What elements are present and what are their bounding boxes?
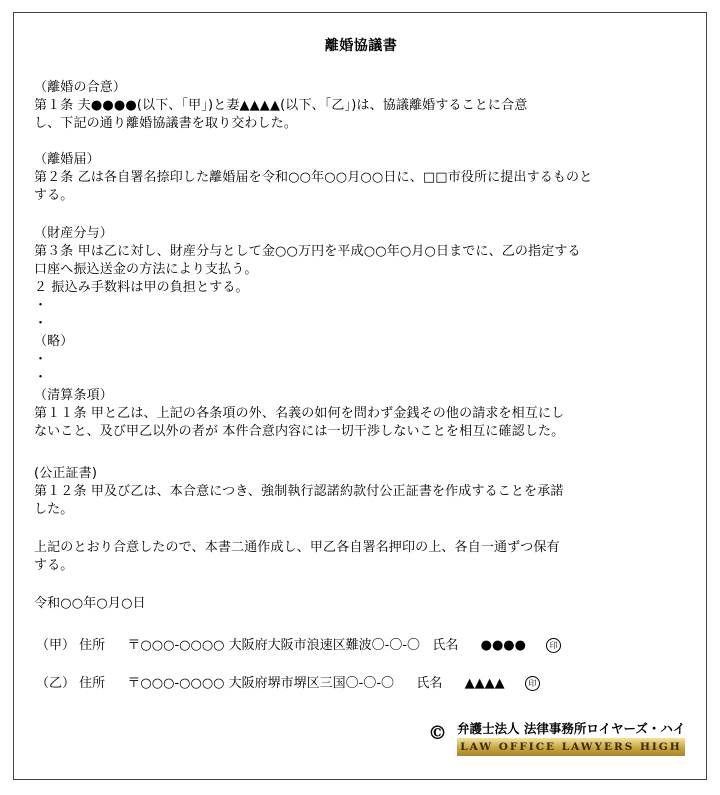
heading-divorce-notice: （離婚届）	[34, 152, 100, 167]
firm-name-english-banner: LAW OFFICE LAWYERS HIGH	[457, 738, 685, 756]
firm-name-japanese: 弁護士法人 法律事務所ロイヤーズ・ハイ	[457, 721, 686, 736]
article-3-line-2: 口座へ振込送金の方法により支払う。	[34, 262, 258, 277]
closing-line-2: する。	[34, 558, 74, 573]
omitted-note: （略）	[34, 334, 74, 349]
party-wife	[36, 672, 540, 691]
article-12-line-2: した。	[34, 502, 74, 517]
ellipsis-dot: ・	[34, 352, 48, 367]
article-1-line-2: し、下記の通り離婚協議書を取り交わした。	[34, 116, 298, 131]
party-name: ●●●●	[480, 638, 526, 653]
ellipsis-dot: ・	[34, 298, 48, 313]
article-3-clause-2: ２ 振込み手数料は甲の負担とする。	[34, 280, 249, 295]
document-sheet	[13, 12, 707, 780]
party-label: （乙） 住所	[36, 676, 106, 691]
heading-property-division: （財産分与）	[34, 226, 113, 241]
party-address: 〒○○○-○○○○ 大阪府大阪市浪速区難波〇-〇-〇	[127, 638, 421, 653]
seal-icon: 印	[525, 676, 540, 691]
party-name-label: 氏名	[432, 638, 459, 653]
article-3-line-1: 第３条 甲は乙に対し、財産分与として金○○万円を平成○○年○月○日までに、乙の指定する	[34, 244, 581, 259]
copyright-icon: ©	[428, 722, 447, 744]
heading-settlement: （清算条項）	[34, 388, 113, 403]
closing-line-1: 上記のとおり合意したので、本書二通作成し、甲乙各自署名押印の上、各自一通ずつ保有	[34, 540, 560, 555]
document-title: 離婚協議書	[324, 38, 398, 54]
heading-notarial-deed: (公正証書)	[34, 466, 98, 481]
article-2-line-2: する。	[34, 188, 74, 203]
article-11-line-2: ないこと、及び甲乙以外の者が 本件合意内容には一切干渉しないことを相互に確認した。	[34, 424, 565, 439]
document-date: 令和○○年○月○日	[34, 596, 146, 611]
party-name: ▲▲▲▲	[464, 676, 505, 691]
seal-icon: 印	[546, 638, 561, 653]
party-name-label: 氏名	[416, 676, 443, 691]
heading-divorce-agreement: （離婚の合意）	[34, 80, 127, 95]
article-11-line-1: 第１１条 甲と乙は、上記の各条項の外、名義の如何を問わず金銭その他の請求を相互にし	[34, 406, 565, 421]
party-address: 〒○○○-○○○○ 大阪府堺市堺区三国〇-〇-〇	[127, 676, 395, 691]
party-husband	[36, 634, 561, 653]
article-2-line-1: 第２条 乙は各自署名捺印した離婚届を令和○○年○○月○○日に、□□市役所に提出するものと	[34, 170, 593, 185]
ellipsis-dot: ・	[34, 370, 48, 385]
article-12-line-1: 第１２条 甲及び乙は、本合意につき、強制執行認諾約款付公正証書を作成することを承諾	[34, 484, 564, 499]
article-1-line-1: 第１条 夫●●●●(以下、「甲」)と妻▲▲▲▲(以下、「乙」)は、協議離婚することに合意	[34, 98, 528, 113]
ellipsis-dot: ・	[34, 316, 48, 331]
party-label: （甲） 住所	[36, 638, 106, 653]
